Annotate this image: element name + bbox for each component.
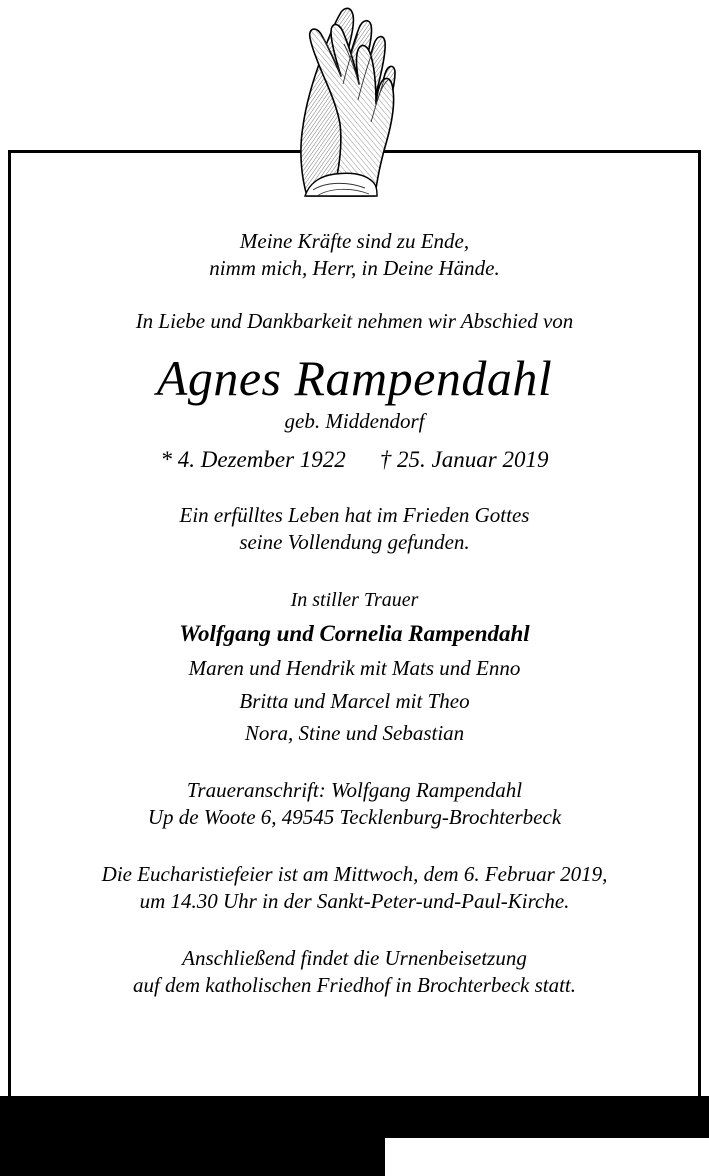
address-line-2: Up de Woote 6, 49545 Tecklenburg-Brochterbeck bbox=[147, 805, 562, 830]
burial-line-1: Anschließend findet die Urnenbeisetzung bbox=[182, 945, 527, 970]
mourner-item: Maren und Hendrik mit Mats und Enno bbox=[188, 655, 521, 680]
mourner-item: Britta und Marcel mit Theo bbox=[239, 688, 470, 713]
verse-line-1: Meine Kräfte sind zu Ende, bbox=[239, 229, 470, 253]
death-date: † 25. Januar 2019 bbox=[379, 446, 549, 472]
bottom-bar-right bbox=[385, 1096, 709, 1138]
mourner-primary: Wolfgang und Cornelia Rampendahl bbox=[179, 621, 530, 647]
life-dates bbox=[34, 445, 675, 474]
address-line-1: Traueranschrift: Wolfgang Rampendahl bbox=[186, 778, 523, 803]
birth-date: * 4. Dezember 1922 bbox=[160, 446, 346, 472]
service-line-2: um 14.30 Uhr in der Sankt-Peter-und-Paul-Kirche. bbox=[139, 888, 570, 913]
deceased-name: Agnes Rampendahl bbox=[156, 349, 553, 406]
passage-line-2: seine Vollendung gefunden. bbox=[239, 529, 470, 554]
obituary-notice bbox=[8, 150, 701, 1100]
verse-line-2: nimm mich, Herr, in Deine Hände. bbox=[209, 255, 500, 280]
mourner-item: Nora, Stine und Sebastian bbox=[244, 721, 465, 746]
service-line-1: Die Eucharistiefeier ist am Mittwoch, dem 6. Februar 2019, bbox=[101, 862, 608, 887]
passage-line-1: Ein erfülltes Leben hat im Frieden Gottes bbox=[179, 502, 530, 527]
bottom-bar-left bbox=[0, 1096, 385, 1176]
burial-line-2: auf dem katholischen Friedhof in Brochterbeck statt. bbox=[132, 972, 577, 997]
maiden-name: geb. Middendorf bbox=[284, 408, 425, 433]
mourners-heading: In stiller Trauer bbox=[290, 588, 419, 611]
intro-text: In Liebe und Dankbarkeit nehmen wir Abschied von bbox=[135, 308, 574, 333]
